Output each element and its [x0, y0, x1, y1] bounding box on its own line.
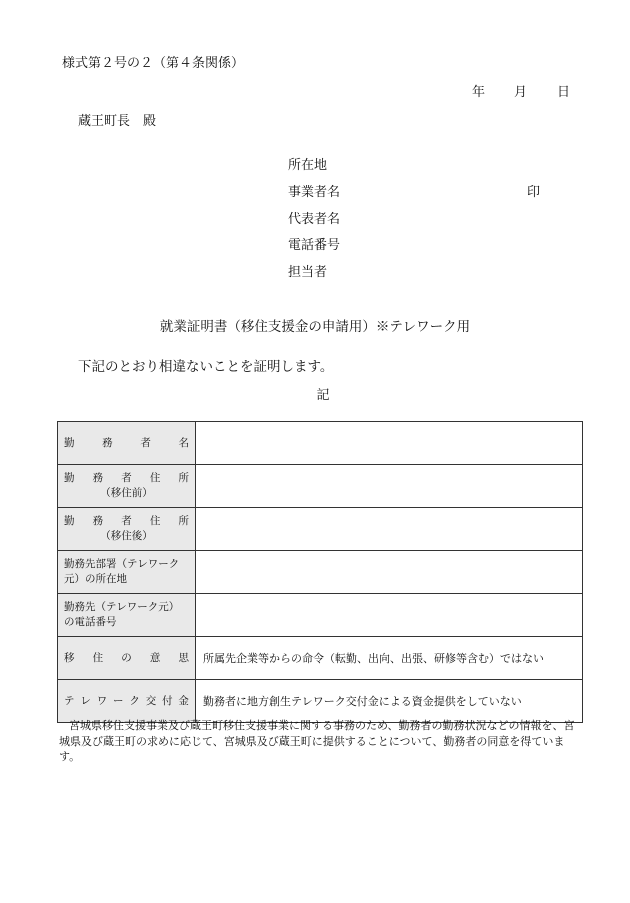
relocation-intent-value: 所属先企業等からの命令（転勤、出向、出張、研修等含む）ではない [196, 637, 583, 680]
consent-note: 宮城県移住支援事業及び蔵王町移住支援事業に関する事務のため、勤務者の勤務状況などの情報を、宮城県及び蔵王町の求めに応じて、宮城県及び蔵王町に提供することについて、勤務者の同意を得ています。 [59, 719, 575, 763]
form-number: 様式第２号の２（第４条関係） [62, 56, 245, 71]
representative-label: 代表者名 [288, 212, 341, 227]
table-row [58, 637, 583, 680]
department-location-label: 勤務先部署（テレワーク元）の所在地 [58, 551, 196, 594]
date-year-label: 年 [472, 85, 486, 100]
phone-label: 電話番号 [288, 238, 341, 253]
telework-grant-label: テ レ ワ ー ク 交 付 金 [58, 680, 196, 723]
table-row [58, 680, 583, 723]
date-day-label: 日 [557, 85, 571, 100]
table-row [58, 551, 583, 594]
address-before-label: 勤 務 者 住 所 （移住前） [58, 465, 196, 508]
telework-grant-value: 勤務者に地方創生テレワーク交付金による資金提供をしていない [196, 680, 583, 723]
date-month-label: 月 [514, 85, 528, 100]
location-label: 所在地 [288, 158, 328, 173]
worker-name-label: 勤 務 者 名 [58, 422, 196, 465]
certification-statement: 下記のとおり相違ないことを証明します。 [78, 359, 334, 375]
workplace-phone-label: 勤務先（テレワーク元）の電話番号 [58, 594, 196, 637]
business-name-label: 事業者名 [288, 185, 341, 200]
table-row [58, 508, 583, 551]
department-location-field[interactable] [196, 551, 583, 594]
relocation-intent-label: 移 住 の 意 思 [58, 637, 196, 680]
table-row [58, 422, 583, 465]
ki-heading: 記 [316, 388, 330, 403]
seal-mark: 印 [527, 185, 541, 200]
certificate-table [57, 421, 583, 723]
address-after-field[interactable] [196, 508, 583, 551]
contact-person-label: 担当者 [288, 265, 328, 280]
table-row [58, 594, 583, 637]
workplace-phone-field[interactable] [196, 594, 583, 637]
table-row [58, 465, 583, 508]
addressee: 蔵王町長 殿 [78, 114, 157, 129]
address-after-label: 勤 務 者 住 所 （移住後） [58, 508, 196, 551]
worker-name-field[interactable] [196, 422, 583, 465]
document-title: 就業証明書（移住支援金の申請用）※テレワーク用 [159, 319, 471, 335]
address-before-field[interactable] [196, 465, 583, 508]
